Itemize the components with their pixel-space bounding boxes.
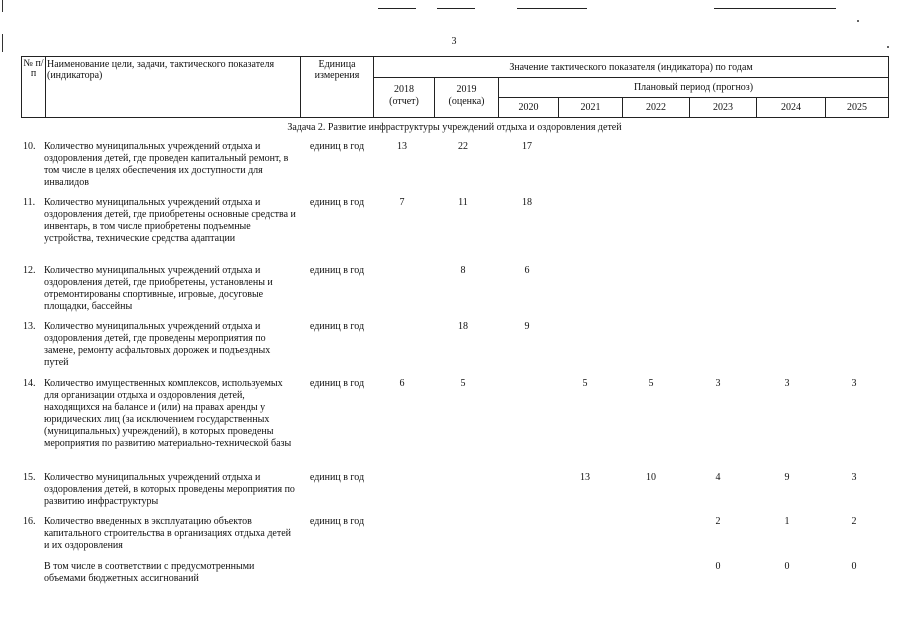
row-name: Количество введенных в эксплуатацию объектов капитального строительства в организациях отдыха детей и их оздоровления — [44, 516, 292, 551]
row-value-2019: 8 — [460, 265, 466, 276]
header-col-values: Значение тактического показателя (индикатора) по годам — [374, 57, 889, 78]
row-number: 10. — [23, 141, 36, 152]
row-unit: единиц в год — [309, 378, 365, 389]
row-value-2025: 2 — [851, 516, 857, 527]
row-value-2023: 0 — [715, 561, 721, 572]
row-value-2023: 2 — [715, 516, 721, 527]
row-value-2020: 9 — [524, 321, 530, 332]
header-year: 2022 — [623, 98, 690, 118]
row-value-2021: 5 — [582, 378, 588, 389]
row-name: Количество имущественных комплексов, используемых для организации отдыха и оздоровления детей, находящихся на балансе и (или) на правах аренды у юридических лиц (за исключением государственных (муниципальных) учреждений), в которых проведены мероприятия по развитию материально-технической базы — [44, 378, 292, 449]
row-number: 13. — [23, 321, 36, 332]
scan-artifact-line — [517, 8, 587, 9]
row-value-2018: 13 — [397, 141, 407, 152]
row-value-2024: 9 — [784, 472, 790, 483]
row-value-2020: 6 — [524, 265, 530, 276]
scan-artifact-line — [378, 8, 416, 9]
row-unit: единиц в год — [309, 141, 365, 152]
row-unit: единиц в год — [309, 321, 365, 332]
scan-speck — [887, 46, 889, 48]
row-name: Количество муниципальных учреждений отдыха и оздоровления детей, в которых проведены мероприятия по развитию инфраструктуры — [44, 472, 295, 507]
header-col-plan: Плановый период (прогноз) — [499, 78, 889, 98]
row-name: Количество муниципальных учреждений отдыха и оздоровления детей, где приобретены, установлены и отремонтированы спортивные, игровые, досуговые площадки, бассейны — [44, 265, 273, 312]
header-year-2019-note: (оценка) — [448, 96, 485, 107]
scan-edge-mark — [2, 0, 3, 12]
scan-artifact-line — [437, 8, 475, 9]
header-year-2018-note: (отчет) — [389, 96, 419, 107]
task-title: Задача 2. Развитие инфраструктуры учреждений отдыха и оздоровления детей — [287, 122, 622, 133]
row-name: В том числе в соответствии с предусмотренными объемами бюджетных ассигнований — [44, 561, 255, 584]
header-year: 2023 — [690, 98, 757, 118]
row-value-2021: 13 — [580, 472, 590, 483]
row-name: Количество муниципальных учреждений отдыха и оздоровления детей, где проведены мероприятия по замене, ремонту асфальтовых дорожек и подъездных путей — [44, 321, 271, 368]
row-name: Количество муниципальных учреждений отдыха и оздоровления детей, где приобретены основные средства и инвентарь, в том числе приобретены подъемные устройства, технические средства адаптации — [44, 197, 296, 244]
scan-edge-mark — [2, 34, 3, 52]
header-year: 2021 — [559, 98, 623, 118]
row-value-2018: 6 — [399, 378, 405, 389]
row-unit: единиц в год — [309, 472, 365, 483]
header-year: 2025 — [826, 98, 889, 118]
row-number: 11. — [23, 197, 36, 208]
row-value-2019: 18 — [458, 321, 468, 332]
row-value-2020: 17 — [522, 141, 532, 152]
scan-artifact-line — [714, 8, 836, 9]
row-number: 16. — [23, 516, 36, 527]
row-value-2024: 0 — [784, 561, 790, 572]
row-value-2023: 4 — [715, 472, 721, 483]
row-number: 12. — [23, 265, 36, 276]
page-number: 3 — [451, 36, 457, 47]
row-value-2020: 18 — [522, 197, 532, 208]
row-unit: единиц в год — [309, 197, 365, 208]
row-value-2025: 3 — [851, 472, 857, 483]
row-value-2023: 3 — [715, 378, 721, 389]
row-value-2019: 11 — [458, 197, 468, 208]
header-col-number: № п/п — [22, 57, 46, 118]
row-name: Количество муниципальных учреждений отдыха и оздоровления детей, где проведен капитальный ремонт, в том числе в целях обеспечения их доступности для инвалидов — [44, 141, 289, 188]
row-number: 15. — [23, 472, 36, 483]
row-unit: единиц в год — [309, 265, 365, 276]
row-value-2024: 3 — [784, 378, 790, 389]
row-value-2019: 5 — [460, 378, 466, 389]
header-col-name: Наименование цели, задачи, тактического показателя (индикатора) — [46, 57, 301, 118]
header-year: 2020 — [499, 98, 559, 118]
row-value-2025: 0 — [851, 561, 857, 572]
header-year: 2024 — [757, 98, 826, 118]
header-year-2018-label: 2018 — [394, 84, 414, 95]
row-number: 14. — [23, 378, 36, 389]
row-value-2022: 10 — [646, 472, 656, 483]
header-year-2018 — [374, 78, 435, 118]
header-year-2019-label: 2019 — [456, 84, 477, 95]
row-value-2022: 5 — [648, 378, 654, 389]
row-value-2018: 7 — [399, 197, 405, 208]
row-value-2024: 1 — [784, 516, 790, 527]
header-year-2019 — [435, 78, 499, 118]
row-value-2019: 22 — [458, 141, 468, 152]
row-value-2025: 3 — [851, 378, 857, 389]
row-unit: единиц в год — [309, 516, 365, 527]
table-header — [21, 56, 889, 118]
scan-speck — [857, 20, 859, 22]
header-col-unit: Единица измерения — [301, 57, 374, 118]
